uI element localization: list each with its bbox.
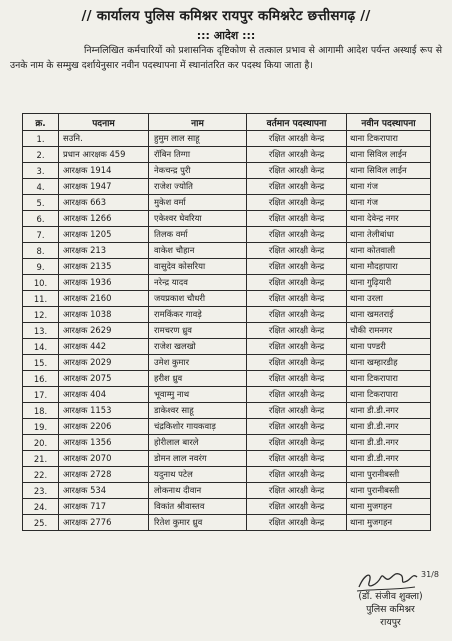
row-new-posting: थाना पण्डरी xyxy=(347,339,431,355)
row-serial: 6. xyxy=(23,211,59,227)
table-body xyxy=(23,131,431,531)
row-designation: आरक्षक 1153 xyxy=(59,403,149,419)
row-serial: 23. xyxy=(23,483,59,499)
row-current-posting: रक्षित आरक्षी केन्द्र xyxy=(247,483,347,499)
table-row xyxy=(23,259,431,275)
header-new-posting: नवीन पदस्थापना xyxy=(347,114,431,131)
row-designation: आरक्षक 534 xyxy=(59,483,149,499)
row-new-posting: थाना सिविल लाईन xyxy=(347,147,431,163)
row-current-posting: रक्षित आरक्षी केन्द्र xyxy=(247,403,347,419)
row-new-posting: थाना टिकरापारा xyxy=(347,387,431,403)
row-designation: आरक्षक 404 xyxy=(59,387,149,403)
order-intro-paragraph xyxy=(10,44,442,73)
row-serial: 1. xyxy=(23,131,59,147)
row-designation: आरक्षक 2075 xyxy=(59,371,149,387)
table-row xyxy=(23,387,431,403)
row-new-posting: थाना डी.डी.नगर xyxy=(347,419,431,435)
table-row xyxy=(23,467,431,483)
row-serial: 11. xyxy=(23,291,59,307)
row-current-posting: रक्षित आरक्षी केन्द्र xyxy=(247,355,347,371)
table-row xyxy=(23,323,431,339)
row-designation: आरक्षक 2070 xyxy=(59,451,149,467)
row-serial: 20. xyxy=(23,435,59,451)
row-designation: आरक्षक 1266 xyxy=(59,211,149,227)
row-name: रितेश कुमार ध्रुव xyxy=(149,515,247,531)
table-row xyxy=(23,131,431,147)
row-current-posting: रक्षित आरक्षी केन्द्र xyxy=(247,195,347,211)
row-name: वासुदेव कोसरिया xyxy=(149,259,247,275)
row-current-posting: रक्षित आरक्षी केन्द्र xyxy=(247,467,347,483)
row-new-posting: थाना डी.डी.नगर xyxy=(347,403,431,419)
row-designation: आरक्षक 2776 xyxy=(59,515,149,531)
header-name: नाम xyxy=(149,114,247,131)
row-serial: 24. xyxy=(23,499,59,515)
row-name: विकांत श्रीवास्तव xyxy=(149,499,247,515)
signature-date: 31/8 xyxy=(421,570,439,579)
signature-block xyxy=(333,590,448,629)
row-serial: 16. xyxy=(23,371,59,387)
row-designation: आरक्षक 2135 xyxy=(59,259,149,275)
table-row xyxy=(23,371,431,387)
row-name: हरीश ध्रुव xyxy=(149,371,247,387)
row-serial: 15. xyxy=(23,355,59,371)
row-serial: 17. xyxy=(23,387,59,403)
row-name: डाकेश्वर साहू xyxy=(149,403,247,419)
row-serial: 3. xyxy=(23,163,59,179)
table-row xyxy=(23,275,431,291)
row-current-posting: रक्षित आरक्षी केन्द्र xyxy=(247,451,347,467)
row-serial: 2. xyxy=(23,147,59,163)
row-new-posting: थाना उरला xyxy=(347,291,431,307)
row-new-posting: थाना मौदहापारा xyxy=(347,259,431,275)
row-new-posting: थाना टिकरापारा xyxy=(347,131,431,147)
table-row xyxy=(23,515,431,531)
row-designation: आरक्षक 1914 xyxy=(59,163,149,179)
row-designation: प्रधान आरक्षक 459 xyxy=(59,147,149,163)
row-designation: आरक्षक 1947 xyxy=(59,179,149,195)
row-new-posting: थाना मुजगहन xyxy=(347,499,431,515)
row-current-posting: रक्षित आरक्षी केन्द्र xyxy=(247,515,347,531)
row-new-posting: चौकी रामनगर xyxy=(347,323,431,339)
header-serial: क्र. xyxy=(23,114,59,131)
row-new-posting: थाना खम्हारडीह xyxy=(347,355,431,371)
row-name: चंद्रकिशोर गायकवाड़ xyxy=(149,419,247,435)
row-serial: 5. xyxy=(23,195,59,211)
row-new-posting: थाना खमतराई xyxy=(347,307,431,323)
row-current-posting: रक्षित आरक्षी केन्द्र xyxy=(247,387,347,403)
row-new-posting: थाना सिविल लाईन xyxy=(347,163,431,179)
table-row xyxy=(23,451,431,467)
row-name: भूवाम्मु नाथ xyxy=(149,387,247,403)
row-current-posting: रक्षित आरक्षी केन्द्र xyxy=(247,291,347,307)
row-current-posting: रक्षित आरक्षी केन्द्र xyxy=(247,323,347,339)
row-name: एकेश्वर घेवरिया xyxy=(149,211,247,227)
row-name: होरीलाल बारले xyxy=(149,435,247,451)
row-name: डोमन लाल नवरंग xyxy=(149,451,247,467)
table-row xyxy=(23,211,431,227)
table-row xyxy=(23,435,431,451)
signatory-name: (डॉ. संजीव शुक्ला) xyxy=(358,591,423,602)
row-new-posting: थाना गंज xyxy=(347,195,431,211)
table-row xyxy=(23,243,431,259)
row-new-posting: थाना पुरानीबस्ती xyxy=(347,483,431,499)
row-name: रॉबिन तिग्गा xyxy=(149,147,247,163)
row-serial: 8. xyxy=(23,243,59,259)
row-new-posting: थाना टिकरापारा xyxy=(347,371,431,387)
row-new-posting: थाना गंज xyxy=(347,179,431,195)
intro-text: निम्नलिखित कर्मचारियों को प्रशासनिक दृष्टिकोण से तत्काल प्रभाव से आगामी आदेश पर्यन्त अस्थाई रूप से उनके नाम के सम्मुख दर्शायेनुसार नवीन पदस्थापना में स्थानांतरित कर पदस्थ किया जाता है। xyxy=(10,45,442,71)
row-name: लोकनाथ दीवान xyxy=(149,483,247,499)
row-designation: आरक्षक 663 xyxy=(59,195,149,211)
table-row xyxy=(23,227,431,243)
row-designation: आरक्षक 2629 xyxy=(59,323,149,339)
row-designation: आरक्षक 717 xyxy=(59,499,149,515)
table-row xyxy=(23,179,431,195)
header-current-posting: वर्तमान पदस्थापना xyxy=(247,114,347,131)
row-designation: आरक्षक 1205 xyxy=(59,227,149,243)
row-name: राजेश खलखो xyxy=(149,339,247,355)
row-name: राजेश ज्योति xyxy=(149,179,247,195)
row-name: उमेश कुमार xyxy=(149,355,247,371)
row-serial: 25. xyxy=(23,515,59,531)
table-row xyxy=(23,291,431,307)
office-title: // कार्यालय पुलिस कमिश्नर रायपुर कमिश्नरेट छत्तीसगढ़ // xyxy=(81,8,371,24)
row-serial: 18. xyxy=(23,403,59,419)
table-header-row xyxy=(23,114,431,131)
row-new-posting: थाना मुजगहन xyxy=(347,515,431,531)
row-current-posting: रक्षित आरक्षी केन्द्र xyxy=(247,259,347,275)
row-serial: 22. xyxy=(23,467,59,483)
row-serial: 14. xyxy=(23,339,59,355)
row-new-posting: थाना कोतवाली xyxy=(347,243,431,259)
table-row xyxy=(23,483,431,499)
row-serial: 4. xyxy=(23,179,59,195)
row-designation: आरक्षक 1356 xyxy=(59,435,149,451)
table-row xyxy=(23,307,431,323)
row-designation: आरक्षक 1936 xyxy=(59,275,149,291)
row-current-posting: रक्षित आरक्षी केन्द्र xyxy=(247,275,347,291)
row-new-posting: थाना पुरानीबस्ती xyxy=(347,467,431,483)
row-name: रामकिंकर गावड़े xyxy=(149,307,247,323)
table-row xyxy=(23,499,431,515)
row-serial: 7. xyxy=(23,227,59,243)
row-designation: आरक्षक 2160 xyxy=(59,291,149,307)
row-new-posting: थाना देवेन्द्र नगर xyxy=(347,211,431,227)
row-serial: 13. xyxy=(23,323,59,339)
signatory-designation: पुलिस कमिश्नर xyxy=(366,604,415,615)
row-current-posting: रक्षित आरक्षी केन्द्र xyxy=(247,371,347,387)
row-current-posting: रक्षित आरक्षी केन्द्र xyxy=(247,435,347,451)
row-new-posting: थाना गुढ़ियारी xyxy=(347,275,431,291)
row-name: यदुनाथ पटेल xyxy=(149,467,247,483)
row-current-posting: रक्षित आरक्षी केन्द्र xyxy=(247,227,347,243)
row-designation: आरक्षक 2206 xyxy=(59,419,149,435)
table-row xyxy=(23,355,431,371)
row-current-posting: रक्षित आरक्षी केन्द्र xyxy=(247,339,347,355)
row-designation: आरक्षक 2029 xyxy=(59,355,149,371)
row-name: तिलक वर्मा xyxy=(149,227,247,243)
row-serial: 21. xyxy=(23,451,59,467)
row-serial: 9. xyxy=(23,259,59,275)
row-name: नेकचन्द्र पुरी xyxy=(149,163,247,179)
row-current-posting: रक्षित आरक्षी केन्द्र xyxy=(247,131,347,147)
row-current-posting: रक्षित आरक्षी केन्द्र xyxy=(247,147,347,163)
transfer-table xyxy=(22,113,431,531)
table-row xyxy=(23,339,431,355)
row-current-posting: रक्षित आरक्षी केन्द्र xyxy=(247,499,347,515)
row-current-posting: रक्षित आरक्षी केन्द्र xyxy=(247,179,347,195)
row-serial: 10. xyxy=(23,275,59,291)
table-row xyxy=(23,419,431,435)
table-row xyxy=(23,163,431,179)
row-serial: 19. xyxy=(23,419,59,435)
row-name: मुकेश वर्मा xyxy=(149,195,247,211)
row-designation: आरक्षक 1038 xyxy=(59,307,149,323)
row-new-posting: थाना तेलीबांधा xyxy=(347,227,431,243)
row-designation: आरक्षक 213 xyxy=(59,243,149,259)
row-designation: सउनि. xyxy=(59,131,149,147)
order-heading: ::: आदेश ::: xyxy=(196,29,256,42)
row-designation: आरक्षक 442 xyxy=(59,339,149,355)
row-designation: आरक्षक 2728 xyxy=(59,467,149,483)
row-serial: 12. xyxy=(23,307,59,323)
row-current-posting: रक्षित आरक्षी केन्द्र xyxy=(247,243,347,259)
row-current-posting: रक्षित आरक्षी केन्द्र xyxy=(247,419,347,435)
row-name: हुमुम लाल साहू xyxy=(149,131,247,147)
row-name: नरेन्द्र यादव xyxy=(149,275,247,291)
table-row xyxy=(23,195,431,211)
row-current-posting: रक्षित आरक्षी केन्द्र xyxy=(247,163,347,179)
row-current-posting: रक्षित आरक्षी केन्द्र xyxy=(247,307,347,323)
row-name: रामचरण ध्रुव xyxy=(149,323,247,339)
table-row xyxy=(23,147,431,163)
signatory-city: रायपुर xyxy=(380,617,401,628)
row-name: जयप्रकाश चौधरी xyxy=(149,291,247,307)
row-name: वाकेश चौहान xyxy=(149,243,247,259)
table-row xyxy=(23,403,431,419)
row-current-posting: रक्षित आरक्षी केन्द्र xyxy=(247,211,347,227)
row-new-posting: थाना डी.डी.नगर xyxy=(347,451,431,467)
header-designation: पदनाम xyxy=(59,114,149,131)
row-new-posting: थाना डी.डी.नगर xyxy=(347,435,431,451)
